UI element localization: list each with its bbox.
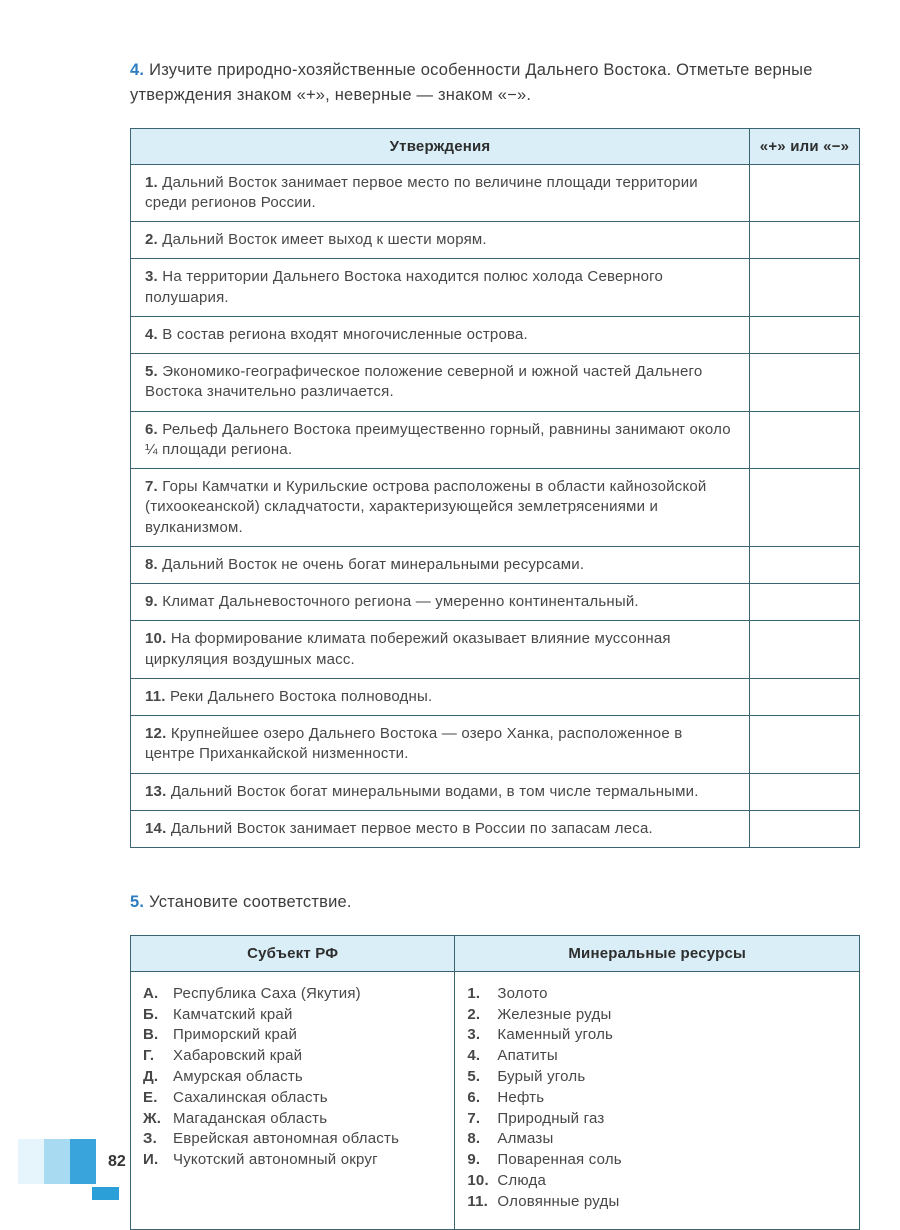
table-row — [131, 810, 860, 847]
statements-column-header: Утверждения — [131, 128, 750, 164]
statements-header-row — [131, 128, 860, 164]
resource-item — [467, 1005, 849, 1025]
statement-text: На территории Дальнего Востока находится полюс холода Северного полушария. — [145, 268, 664, 306]
resource-name: Слюда — [497, 1171, 546, 1189]
statement-cell — [131, 164, 750, 222]
resource-number: 8. — [467, 1130, 481, 1148]
statement-number: 10. — [145, 630, 167, 648]
statement-cell — [131, 259, 750, 317]
statement-text: Дальний Восток имеет выход к шести морям. — [162, 231, 487, 248]
task-4-heading — [130, 58, 860, 108]
resources-cell — [455, 971, 860, 1229]
resource-item — [467, 1025, 849, 1045]
answer-cell[interactable] — [750, 316, 860, 353]
task-4-text: Изучите природно-хозяйственные особенности Дальнего Востока. Отметьте верные утверждения знаком «+», неверные — знаком «−». — [130, 61, 813, 104]
table-row — [131, 584, 860, 621]
decor-bottom-tab — [92, 1187, 119, 1200]
subject-letter: И. — [143, 1151, 159, 1169]
resource-name: Оловянные руды — [497, 1192, 620, 1210]
statement-number: 2. — [145, 231, 158, 248]
resource-name: Апатиты — [497, 1047, 558, 1065]
task-4-number: 4. — [130, 61, 145, 79]
subject-item — [143, 1088, 444, 1108]
statement-cell — [131, 773, 750, 810]
resource-name: Каменный уголь — [497, 1026, 614, 1044]
resource-item — [467, 984, 849, 1004]
statement-cell — [131, 810, 750, 847]
task-5-text: Установите соответствие. — [149, 893, 352, 911]
matching-table — [130, 935, 860, 1230]
table-row — [131, 678, 860, 715]
resource-item — [467, 1129, 849, 1149]
subject-name: Сахалинская область — [173, 1088, 328, 1106]
statement-text: Климат Дальневосточного региона — умеренно континентальный. — [162, 593, 639, 610]
subject-name: Амурская область — [173, 1067, 303, 1085]
resource-name: Поваренная соль — [497, 1151, 622, 1169]
answer-cell[interactable] — [750, 584, 860, 621]
resource-number: 7. — [467, 1109, 481, 1127]
subject-name: Республика Саха (Якутия) — [173, 984, 361, 1002]
table-row — [131, 773, 860, 810]
answer-cell[interactable] — [750, 164, 860, 222]
subject-letter: З. — [143, 1130, 157, 1148]
statement-number: 9. — [145, 593, 158, 610]
statement-cell — [131, 411, 750, 469]
table-row — [131, 316, 860, 353]
page-content — [130, 58, 860, 1230]
resource-item — [467, 1150, 849, 1170]
table-row — [131, 222, 860, 259]
subject-name: Приморский край — [173, 1026, 298, 1044]
statement-number: 4. — [145, 325, 158, 343]
resource-name: Алмазы — [497, 1130, 554, 1148]
answer-cell[interactable] — [750, 621, 860, 679]
task-5-section — [130, 890, 860, 1230]
statement-cell — [131, 716, 750, 774]
answer-cell[interactable] — [750, 259, 860, 317]
table-row — [131, 716, 860, 774]
statement-number: 11. — [145, 687, 166, 705]
statement-cell — [131, 222, 750, 259]
resource-item — [467, 1109, 849, 1129]
task-5-number: 5. — [130, 893, 145, 911]
statement-cell — [131, 678, 750, 715]
subjects-column-header: Субъект РФ — [131, 935, 455, 971]
subject-name: Магаданская область — [173, 1109, 328, 1127]
answer-cell[interactable] — [750, 469, 860, 547]
subject-letter: Б. — [143, 1005, 159, 1023]
table-row — [131, 469, 860, 547]
statement-number: 3. — [145, 268, 158, 286]
answer-cell[interactable] — [750, 716, 860, 774]
decor-square-dark — [70, 1139, 96, 1184]
answer-cell[interactable] — [750, 678, 860, 715]
subject-item — [143, 1025, 444, 1045]
resource-item — [467, 1046, 849, 1066]
resource-item — [467, 1192, 849, 1212]
subject-letter: А. — [143, 984, 159, 1002]
subject-letter: В. — [143, 1026, 159, 1044]
table-row — [131, 411, 860, 469]
subject-letter: Д. — [143, 1067, 159, 1085]
statement-text: Дальний Восток занимает первое место в России по запасам леса. — [170, 819, 653, 837]
answer-cell[interactable] — [750, 354, 860, 412]
resource-number: 6. — [467, 1088, 481, 1106]
resource-item — [467, 1088, 849, 1108]
page-footer — [18, 1139, 126, 1184]
statement-number: 12. — [145, 725, 167, 742]
decor-square-light — [18, 1139, 44, 1184]
table-row — [131, 546, 860, 583]
matching-header-row — [131, 935, 860, 971]
statement-cell — [131, 354, 750, 412]
subject-item — [143, 1005, 444, 1025]
subject-letter: Г. — [143, 1047, 155, 1065]
statement-number: 13. — [145, 782, 167, 800]
subject-name: Чукотский автономный округ — [173, 1151, 378, 1169]
subject-item — [143, 1067, 444, 1087]
resource-item — [467, 1067, 849, 1087]
resource-name: Железные руды — [497, 1005, 612, 1023]
resource-number: 11. — [467, 1192, 489, 1210]
statement-text: Экономико-географическое положение северной и южной частей Дальнего Востока значительно различается. — [145, 363, 703, 401]
statement-cell — [131, 621, 750, 679]
table-row — [131, 164, 860, 222]
resource-name: Нефть — [497, 1088, 545, 1106]
statement-number: 6. — [145, 420, 158, 438]
task-4-section — [130, 58, 860, 848]
resource-number: 2. — [467, 1005, 481, 1023]
statement-text: Дальний Восток богат минеральными водами, в том числе термальными. — [170, 782, 699, 800]
statements-table — [130, 128, 860, 849]
statement-text: Реки Дальнего Востока полноводны. — [170, 687, 433, 705]
resource-name: Бурый уголь — [497, 1067, 586, 1085]
decor-square-medium — [44, 1139, 70, 1184]
resources-column-header: Минеральные ресурсы — [455, 935, 860, 971]
subject-letter: Е. — [143, 1088, 158, 1106]
resource-number: 4. — [467, 1047, 481, 1065]
statement-number: 1. — [145, 173, 158, 191]
statement-number: 7. — [145, 478, 158, 495]
resource-number: 5. — [467, 1067, 481, 1085]
subject-item — [143, 1046, 444, 1066]
statement-text: На формирование климата побережий оказывает влияние муссонная циркуляция воздушных масс. — [145, 630, 671, 668]
subject-name: Хабаровский край — [173, 1047, 303, 1065]
answer-cell[interactable] — [750, 810, 860, 847]
subject-item — [143, 1109, 444, 1129]
statement-text: Дальний Восток занимает первое место по величине площади территории среди регионов России. — [145, 173, 698, 211]
statement-text: В состав региона входят многочисленные острова. — [162, 325, 528, 343]
subjects-cell — [131, 971, 455, 1229]
statement-text: Крупнейшее озеро Дальнего Востока — озеро Ханка, расположенное в центре Приханкайской низменности. — [145, 725, 683, 763]
statement-cell — [131, 584, 750, 621]
statement-number: 14. — [145, 819, 167, 837]
matching-body-row — [131, 971, 860, 1229]
answer-cell[interactable] — [750, 546, 860, 583]
table-row — [131, 259, 860, 317]
resource-number: 1. — [467, 984, 481, 1002]
statement-text: Рельеф Дальнего Востока преимущественно горный, равнины занимают около ¼ площади региона. — [145, 420, 731, 458]
resource-item — [467, 1171, 849, 1191]
subject-item — [143, 1129, 444, 1149]
statement-number: 8. — [145, 555, 158, 573]
resource-name: Природный газ — [497, 1109, 605, 1127]
statement-text: Горы Камчатки и Курильские острова расположены в области кайнозойской (тихоокеанской) складчатости, характеризующейся землетрясениями и вулканизмом. — [145, 478, 707, 536]
subject-name: Камчатский край — [173, 1005, 293, 1023]
task-5-heading — [130, 890, 860, 915]
subject-letter: Ж. — [143, 1109, 162, 1127]
resource-name: Золото — [497, 984, 548, 1002]
table-row — [131, 354, 860, 412]
subject-item — [143, 1150, 444, 1170]
answer-cell[interactable] — [750, 411, 860, 469]
statement-number: 5. — [145, 363, 158, 380]
answer-cell[interactable] — [750, 222, 860, 259]
statement-text: Дальний Восток не очень богат минеральными ресурсами. — [162, 555, 585, 573]
resource-number: 3. — [467, 1026, 481, 1044]
statement-cell — [131, 546, 750, 583]
statement-cell — [131, 469, 750, 547]
answer-column-header: «+» или «−» — [750, 128, 860, 164]
table-row — [131, 621, 860, 679]
resource-number: 9. — [467, 1151, 481, 1169]
statement-cell — [131, 316, 750, 353]
subject-item — [143, 984, 444, 1004]
resource-number: 10. — [467, 1171, 489, 1189]
page-number: 82 — [108, 1152, 126, 1170]
answer-cell[interactable] — [750, 773, 860, 810]
subject-name: Еврейская автономная область — [173, 1130, 400, 1148]
